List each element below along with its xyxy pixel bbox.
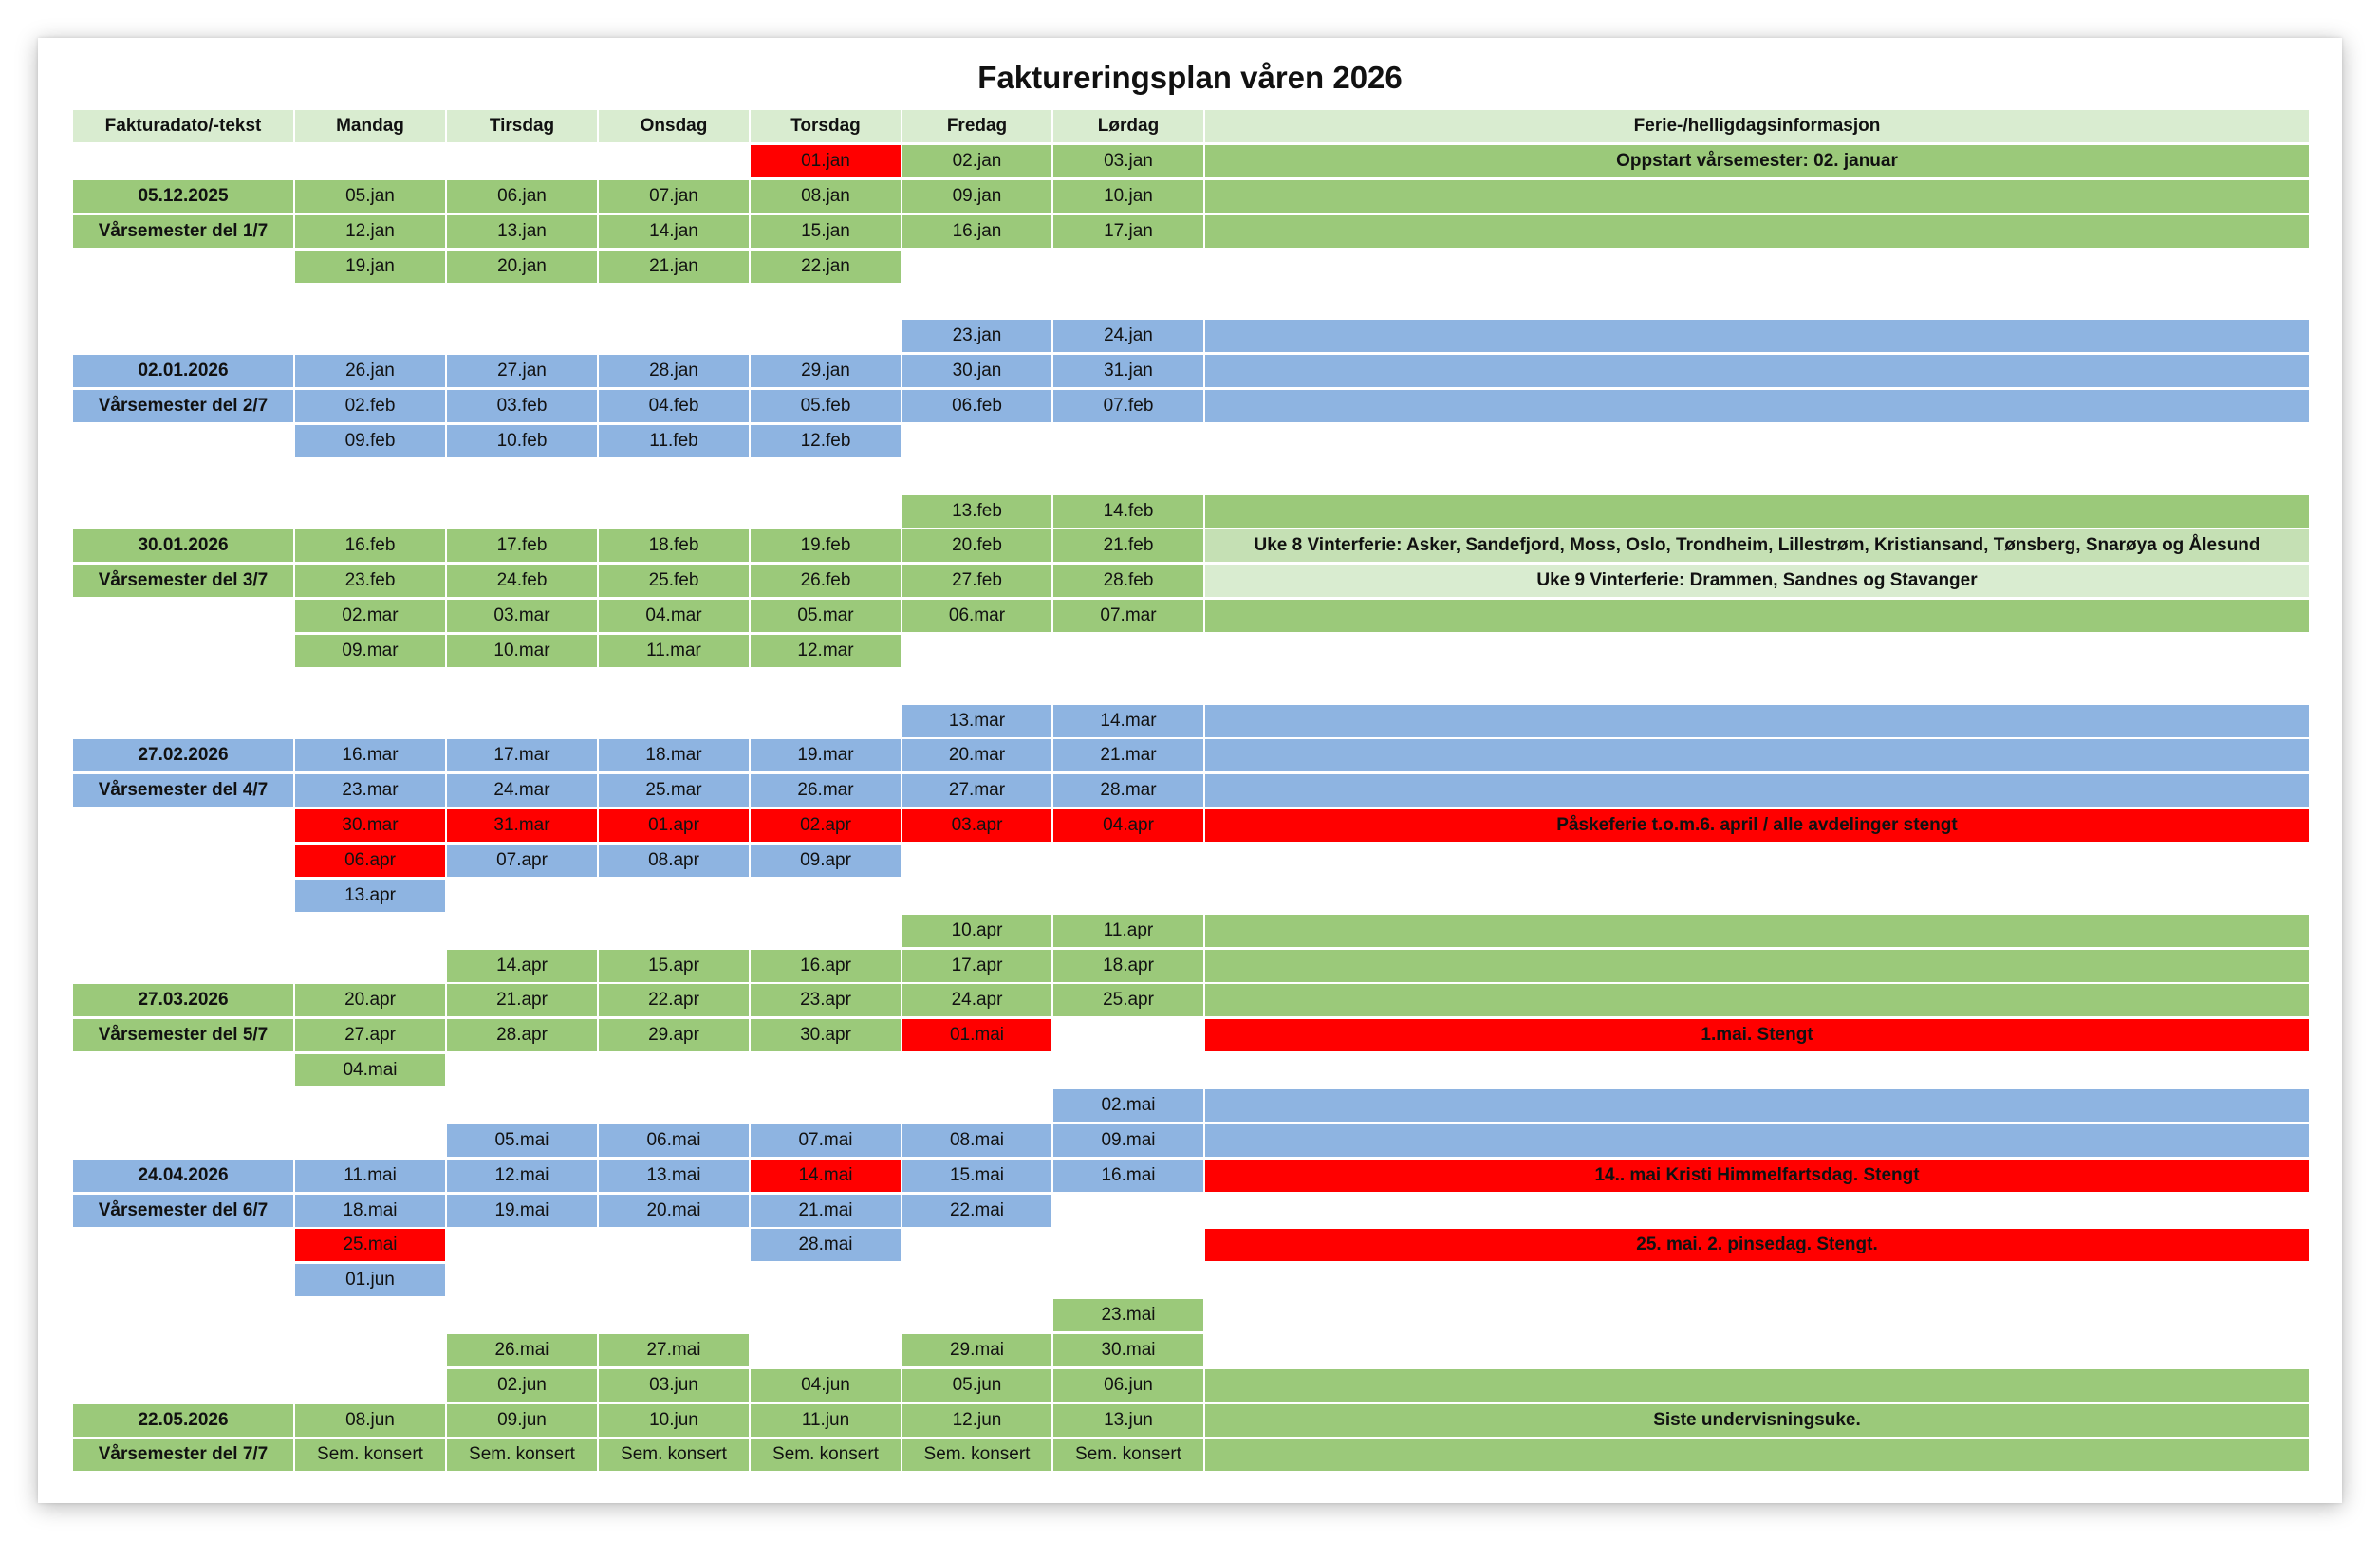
date-cell-thursday: 21.mai	[751, 1195, 901, 1227]
date-cell-wednesday: 04.feb	[599, 390, 749, 422]
date-cell-saturday: 06.jun	[1053, 1369, 1203, 1402]
date-cell-friday: Sem. konsert	[902, 1439, 1051, 1471]
date-cell-wednesday: 13.mai	[599, 1160, 749, 1192]
date-cell-saturday: 16.mai	[1053, 1160, 1203, 1192]
date-cell-friday: 15.mai	[902, 1160, 1051, 1192]
date-cell-thursday: 29.jan	[751, 355, 901, 387]
holiday-info-cell: Siste undervisningsuke.	[1205, 1404, 2309, 1437]
date-cell-tuesday: 12.mai	[447, 1160, 597, 1192]
date-cell-wednesday: 29.apr	[599, 1019, 749, 1051]
date-cell-thursday: 16.apr	[751, 950, 901, 982]
date-cell-friday: 20.feb	[902, 529, 1051, 562]
date-cell-tuesday: Sem. konsert	[447, 1439, 597, 1471]
column-header-wednesday: Onsdag	[599, 110, 749, 142]
date-cell-wednesday: 25.feb	[599, 565, 749, 597]
date-cell-tuesday: 10.feb	[447, 425, 597, 457]
date-cell-monday: 01.jun	[295, 1264, 445, 1296]
date-cell-saturday: 09.mai	[1053, 1124, 1203, 1157]
date-cell-thursday: 26.feb	[751, 565, 901, 597]
date-cell-thursday: 05.mar	[751, 600, 901, 632]
date-cell-tuesday: 24.feb	[447, 565, 597, 597]
date-cell-tuesday: 14.apr	[447, 950, 597, 982]
invoice-cell: Vårsemester del 5/7	[73, 1019, 293, 1051]
holiday-info-cell: Påskeferie t.o.m.6. april / alle avdelinger stengt	[1205, 809, 2309, 842]
holiday-info-cell	[1205, 915, 2309, 947]
holiday-info-cell	[1205, 774, 2309, 807]
date-cell-thursday: 28.mai	[751, 1229, 901, 1261]
date-cell-tuesday: 24.mar	[447, 774, 597, 807]
date-cell-monday: 13.apr	[295, 880, 445, 912]
invoice-cell: 24.04.2026	[73, 1160, 293, 1192]
date-cell-saturday: 24.jan	[1053, 320, 1203, 352]
date-cell-saturday: 30.mai	[1053, 1334, 1203, 1366]
date-cell-wednesday: 25.mar	[599, 774, 749, 807]
date-cell-wednesday: 14.jan	[599, 215, 749, 248]
date-cell-friday: 13.mar	[902, 705, 1051, 737]
date-cell-tuesday: 05.mai	[447, 1124, 597, 1157]
date-cell-friday: 24.apr	[902, 984, 1051, 1016]
date-cell-monday: 06.apr	[295, 845, 445, 877]
date-cell-friday: 12.jun	[902, 1404, 1051, 1437]
invoice-cell: 27.02.2026	[73, 739, 293, 771]
date-cell-monday: 20.apr	[295, 984, 445, 1016]
invoice-cell: Vårsemester del 4/7	[73, 774, 293, 807]
date-cell-wednesday: 27.mai	[599, 1334, 749, 1366]
date-cell-wednesday: 07.jan	[599, 180, 749, 213]
date-cell-saturday: 14.feb	[1053, 495, 1203, 528]
holiday-info-cell	[1205, 320, 2309, 352]
date-cell-friday: 02.jan	[902, 145, 1051, 177]
date-cell-thursday: 01.jan	[751, 145, 901, 177]
date-cell-monday: 08.jun	[295, 1404, 445, 1437]
date-cell-wednesday: 11.feb	[599, 425, 749, 457]
date-cell-wednesday: 03.jun	[599, 1369, 749, 1402]
date-cell-monday: 25.mai	[295, 1229, 445, 1261]
date-cell-monday: 23.feb	[295, 565, 445, 597]
date-cell-saturday: 28.mar	[1053, 774, 1203, 807]
date-cell-saturday: Sem. konsert	[1053, 1439, 1203, 1471]
date-cell-tuesday: 21.apr	[447, 984, 597, 1016]
holiday-info-cell	[1205, 705, 2309, 737]
date-cell-thursday: 09.apr	[751, 845, 901, 877]
date-cell-friday: 01.mai	[902, 1019, 1051, 1051]
date-cell-tuesday: 10.mar	[447, 635, 597, 667]
date-cell-tuesday: 02.jun	[447, 1369, 597, 1402]
holiday-info-cell	[1205, 1369, 2309, 1402]
date-cell-friday: 27.feb	[902, 565, 1051, 597]
date-cell-wednesday: 06.mai	[599, 1124, 749, 1157]
date-cell-wednesday: 01.apr	[599, 809, 749, 842]
date-cell-wednesday: 08.apr	[599, 845, 749, 877]
date-cell-saturday: 25.apr	[1053, 984, 1203, 1016]
date-cell-thursday: 19.mar	[751, 739, 901, 771]
date-cell-thursday: 08.jan	[751, 180, 901, 213]
column-header-saturday: Lørdag	[1053, 110, 1203, 142]
date-cell-tuesday: 28.apr	[447, 1019, 597, 1051]
date-cell-monday: 27.apr	[295, 1019, 445, 1051]
date-cell-wednesday: 22.apr	[599, 984, 749, 1016]
column-header-friday: Fredag	[902, 110, 1051, 142]
date-cell-wednesday: Sem. konsert	[599, 1439, 749, 1471]
date-cell-tuesday: 31.mar	[447, 809, 597, 842]
date-cell-saturday: 07.mar	[1053, 600, 1203, 632]
date-cell-thursday: 23.apr	[751, 984, 901, 1016]
date-cell-wednesday: 20.mai	[599, 1195, 749, 1227]
holiday-info-cell	[1205, 950, 2309, 982]
date-cell-wednesday: 11.mar	[599, 635, 749, 667]
date-cell-monday: 18.mai	[295, 1195, 445, 1227]
column-header-invoice: Fakturadato/-tekst	[73, 110, 293, 142]
holiday-info-cell	[1205, 180, 2309, 213]
holiday-info-cell	[1205, 495, 2309, 528]
invoice-cell: Vårsemester del 3/7	[73, 565, 293, 597]
holiday-info-cell: 25. mai. 2. pinsedag. Stengt.	[1205, 1229, 2309, 1261]
invoice-cell: Vårsemester del 1/7	[73, 215, 293, 248]
date-cell-wednesday: 18.feb	[599, 529, 749, 562]
date-cell-tuesday: 03.feb	[447, 390, 597, 422]
date-cell-saturday: 28.feb	[1053, 565, 1203, 597]
date-cell-wednesday: 04.mar	[599, 600, 749, 632]
date-cell-thursday: 19.feb	[751, 529, 901, 562]
date-cell-thursday: 22.jan	[751, 251, 901, 283]
date-cell-wednesday: 18.mar	[599, 739, 749, 771]
date-cell-tuesday: 09.jun	[447, 1404, 597, 1437]
date-cell-monday: 23.mar	[295, 774, 445, 807]
date-cell-tuesday: 17.mar	[447, 739, 597, 771]
date-cell-thursday: 02.apr	[751, 809, 901, 842]
invoice-cell: Vårsemester del 7/7	[73, 1439, 293, 1471]
holiday-info-cell: Oppstart vårsemester: 02. januar	[1205, 145, 2309, 177]
holiday-info-cell	[1205, 1089, 2309, 1122]
date-cell-saturday: 21.feb	[1053, 529, 1203, 562]
date-cell-tuesday: 06.jan	[447, 180, 597, 213]
date-cell-thursday: 15.jan	[751, 215, 901, 248]
date-cell-monday: 02.mar	[295, 600, 445, 632]
date-cell-monday: 02.feb	[295, 390, 445, 422]
invoice-cell: Vårsemester del 6/7	[73, 1195, 293, 1227]
date-cell-thursday: 26.mar	[751, 774, 901, 807]
holiday-info-cell	[1205, 390, 2309, 422]
date-cell-thursday: 07.mai	[751, 1124, 901, 1157]
date-cell-friday: 13.feb	[902, 495, 1051, 528]
invoice-cell: 05.12.2025	[73, 180, 293, 213]
date-cell-friday: 17.apr	[902, 950, 1051, 982]
date-cell-friday: 30.jan	[902, 355, 1051, 387]
date-cell-monday: 11.mai	[295, 1160, 445, 1192]
invoice-cell: 27.03.2026	[73, 984, 293, 1016]
date-cell-tuesday: 17.feb	[447, 529, 597, 562]
date-cell-thursday: 12.feb	[751, 425, 901, 457]
invoice-cell: 22.05.2026	[73, 1404, 293, 1437]
date-cell-thursday: 12.mar	[751, 635, 901, 667]
date-cell-monday: 30.mar	[295, 809, 445, 842]
holiday-info-cell: 14.. mai Kristi Himmelfartsdag. Stengt	[1205, 1160, 2309, 1192]
column-header-thursday: Torsdag	[751, 110, 901, 142]
date-cell-friday: 27.mar	[902, 774, 1051, 807]
invoice-cell: 30.01.2026	[73, 529, 293, 562]
page-title: Faktureringsplan våren 2026	[977, 60, 1403, 95]
date-cell-friday: 16.jan	[902, 215, 1051, 248]
date-cell-tuesday: 19.mai	[447, 1195, 597, 1227]
date-cell-thursday: 30.apr	[751, 1019, 901, 1051]
date-cell-monday: 12.jan	[295, 215, 445, 248]
date-cell-saturday: 03.jan	[1053, 145, 1203, 177]
invoice-cell: Vårsemester del 2/7	[73, 390, 293, 422]
date-cell-tuesday: 13.jan	[447, 215, 597, 248]
date-cell-tuesday: 27.jan	[447, 355, 597, 387]
holiday-info-cell	[1205, 215, 2309, 248]
invoice-cell: 02.01.2026	[73, 355, 293, 387]
date-cell-friday: 23.jan	[902, 320, 1051, 352]
date-cell-tuesday: 03.mar	[447, 600, 597, 632]
holiday-info-cell	[1205, 355, 2309, 387]
holiday-info-cell: 1.mai. Stengt	[1205, 1019, 2309, 1051]
date-cell-wednesday: 10.jun	[599, 1404, 749, 1437]
date-cell-saturday: 13.jun	[1053, 1404, 1203, 1437]
column-header-holiday-info: Ferie-/helligdagsinformasjon	[1205, 110, 2309, 142]
holiday-info-cell	[1205, 984, 2309, 1016]
holiday-info-cell: Uke 9 Vinterferie: Drammen, Sandnes og Stavanger	[1205, 565, 2309, 597]
date-cell-thursday: 05.feb	[751, 390, 901, 422]
date-cell-monday: 09.feb	[295, 425, 445, 457]
date-cell-wednesday: 28.jan	[599, 355, 749, 387]
date-cell-monday: 04.mai	[295, 1054, 445, 1086]
date-cell-saturday: 11.apr	[1053, 915, 1203, 947]
date-cell-thursday: Sem. konsert	[751, 1439, 901, 1471]
holiday-info-cell	[1205, 739, 2309, 771]
date-cell-monday: 16.feb	[295, 529, 445, 562]
column-header-monday: Mandag	[295, 110, 445, 142]
date-cell-saturday: 14.mar	[1053, 705, 1203, 737]
date-cell-saturday: 04.apr	[1053, 809, 1203, 842]
date-cell-wednesday: 21.jan	[599, 251, 749, 283]
date-cell-friday: 03.apr	[902, 809, 1051, 842]
date-cell-tuesday: 26.mai	[447, 1334, 597, 1366]
date-cell-saturday: 18.apr	[1053, 950, 1203, 982]
date-cell-friday: 06.mar	[902, 600, 1051, 632]
column-header-tuesday: Tirsdag	[447, 110, 597, 142]
holiday-info-cell	[1205, 600, 2309, 632]
date-cell-thursday: 11.jun	[751, 1404, 901, 1437]
date-cell-monday: 09.mar	[295, 635, 445, 667]
date-cell-monday: 19.jan	[295, 251, 445, 283]
date-cell-tuesday: 20.jan	[447, 251, 597, 283]
date-cell-thursday: 04.jun	[751, 1369, 901, 1402]
date-cell-friday: 06.feb	[902, 390, 1051, 422]
date-cell-monday: Sem. konsert	[295, 1439, 445, 1471]
date-cell-saturday: 21.mar	[1053, 739, 1203, 771]
date-cell-friday: 29.mai	[902, 1334, 1051, 1366]
date-cell-saturday: 31.jan	[1053, 355, 1203, 387]
date-cell-friday: 22.mai	[902, 1195, 1051, 1227]
holiday-info-cell	[1205, 1124, 2309, 1157]
date-cell-monday: 16.mar	[295, 739, 445, 771]
date-cell-saturday: 02.mai	[1053, 1089, 1203, 1122]
date-cell-friday: 10.apr	[902, 915, 1051, 947]
date-cell-thursday: 14.mai	[751, 1160, 901, 1192]
date-cell-friday: 08.mai	[902, 1124, 1051, 1157]
date-cell-friday: 20.mar	[902, 739, 1051, 771]
date-cell-saturday: 17.jan	[1053, 215, 1203, 248]
date-cell-tuesday: 07.apr	[447, 845, 597, 877]
date-cell-saturday: 23.mai	[1053, 1299, 1203, 1331]
date-cell-monday: 05.jan	[295, 180, 445, 213]
holiday-info-cell	[1205, 1439, 2309, 1471]
date-cell-friday: 09.jan	[902, 180, 1051, 213]
date-cell-saturday: 10.jan	[1053, 180, 1203, 213]
date-cell-wednesday: 15.apr	[599, 950, 749, 982]
date-cell-friday: 05.jun	[902, 1369, 1051, 1402]
date-cell-monday: 26.jan	[295, 355, 445, 387]
date-cell-saturday: 07.feb	[1053, 390, 1203, 422]
holiday-info-cell: Uke 8 Vinterferie: Asker, Sandefjord, Moss, Oslo, Trondheim, Lillestrøm, Kristiansand, Tønsberg, Snarøya og Ålesund	[1205, 529, 2309, 562]
